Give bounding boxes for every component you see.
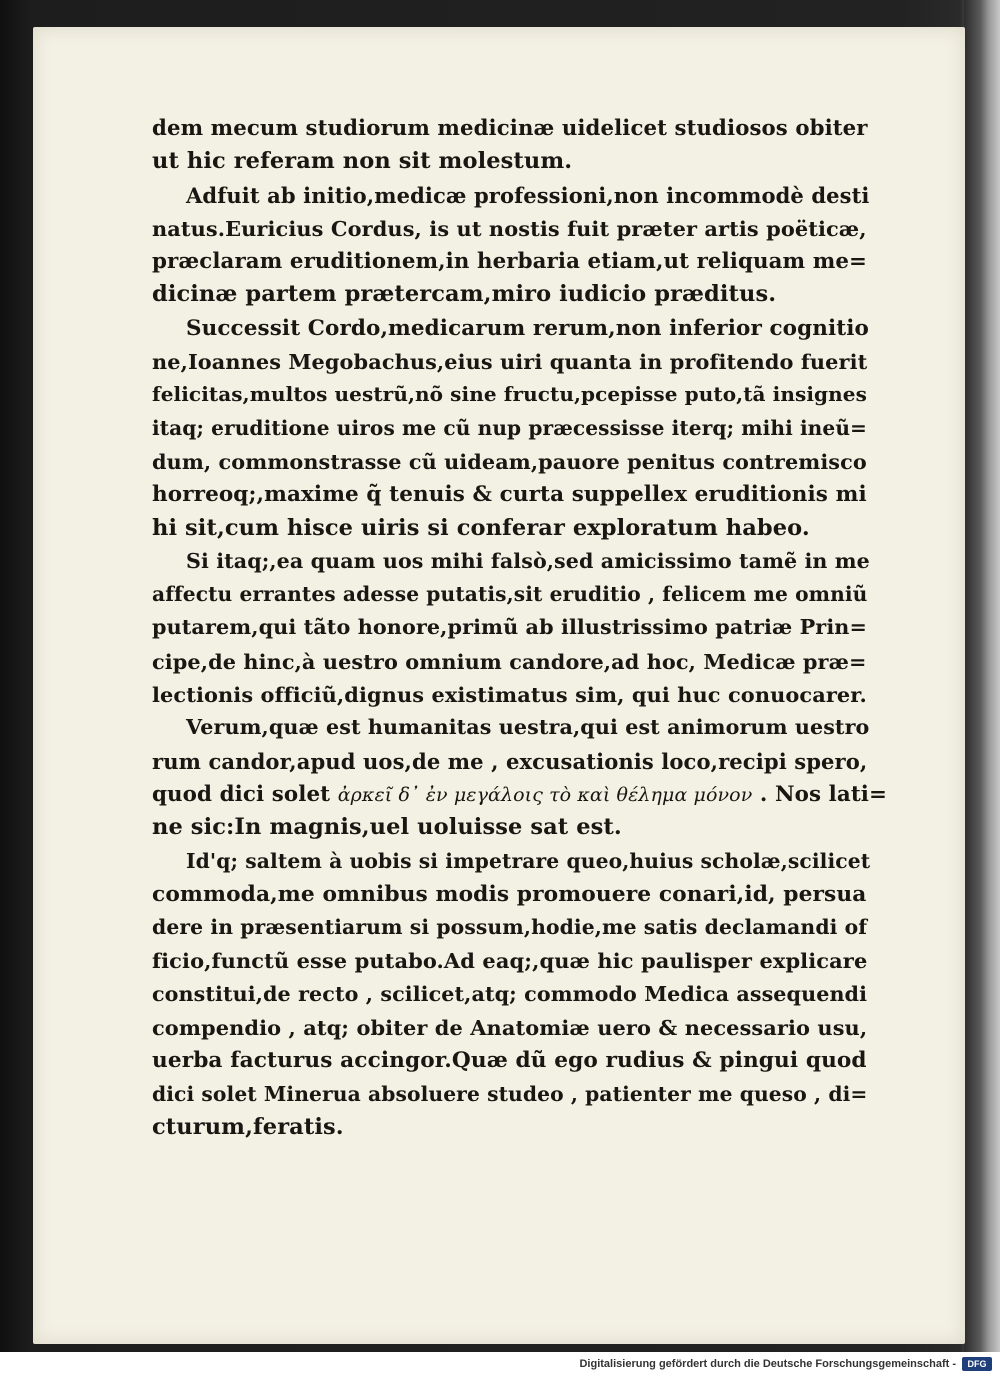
text-line-content: Successit Cordo,medicarum rerum,non inferior cognitio bbox=[186, 315, 869, 341]
text-line-content: commoda,me omnibus modis promouere conari,id, persua bbox=[152, 881, 867, 907]
text-line-content: Si itaq;,ea quam uos mihi falsò,sed amicissimo tamẽ in me bbox=[186, 548, 870, 573]
text-line bbox=[152, 878, 867, 911]
text-line bbox=[152, 1011, 868, 1044]
text-line bbox=[152, 212, 867, 245]
text-line-content: cipe,de hinc,à uestro omnium candore,ad hoc, Medicæ præ= bbox=[152, 648, 867, 674]
text-line bbox=[152, 911, 868, 944]
text-line-continuation: . Nos lati= bbox=[759, 781, 888, 807]
greek-quote: ἀρκεῖ δ᾽ ἐν μεγάλοις τὸ καὶ θέλημα μόνον bbox=[337, 783, 753, 806]
text-line-content: ficio,functũ esse putabo.Ad eaq;,quæ hic paulisper explicare bbox=[152, 948, 868, 974]
text-line-content: cturum,feratis. bbox=[152, 1113, 344, 1140]
text-line bbox=[152, 545, 870, 578]
text-line bbox=[152, 745, 868, 778]
text-line bbox=[152, 978, 868, 1011]
text-line-content: rum candor,apud uos,de me , excusationis loco,recipi spero, bbox=[152, 748, 868, 774]
text-line-content: ut hic referam non sit molestum. bbox=[152, 148, 573, 175]
text-line-content: ne,Ioannes Megobachus,eius uiri quanta in profitendo fuerit bbox=[152, 349, 868, 375]
text-line-content: hi sit,cum hisce uiris si conferar exploratum habeo. bbox=[152, 514, 810, 541]
text-line-content: Adfuit ab initio,medicæ professioni,non incommodè desti bbox=[186, 182, 870, 208]
text-line bbox=[152, 1044, 867, 1077]
text-line-content: præclaram eruditionem,in herbaria etiam,ut reliquam me= bbox=[152, 249, 868, 275]
text-line-content: uerba facturus accingor.Quæ dũ ego rudius & pingui quod bbox=[152, 1048, 867, 1074]
text-line bbox=[152, 578, 868, 611]
text-line bbox=[152, 179, 870, 212]
text-line-content: constitui,de recto , scilicet,atq; commodo Medica assequendi bbox=[152, 981, 868, 1006]
footer-credit: Digitalisierung gefördert durch die Deutsche Forschungsgemeinschaft - bbox=[579, 1358, 956, 1370]
text-line-content: felicitas,multos uestrũ,nõ sine fructu,pcepisse puto,tã insignes bbox=[152, 382, 867, 407]
text-line bbox=[152, 345, 868, 378]
text-line bbox=[152, 678, 867, 711]
text-line-content: itaq; eruditione uiros me cũ nup præcessisse iterq; mihi ineũ= bbox=[152, 415, 868, 440]
text-line bbox=[152, 512, 862, 545]
text-line-content: dem mecum studiorum medicinæ uidelicet studiosos obiter bbox=[152, 116, 868, 141]
text-line bbox=[152, 478, 867, 511]
text-line bbox=[152, 378, 867, 411]
text-line bbox=[152, 811, 862, 844]
page-edge bbox=[964, 0, 1000, 1352]
text-line bbox=[152, 711, 870, 744]
page-text bbox=[152, 112, 888, 1144]
text-line-content: horreoq;,maxime q̃ tenuis & curta suppellex eruditionis mi bbox=[152, 482, 867, 508]
text-line bbox=[152, 445, 867, 478]
text-line-content: dici solet Minerua absoluere studeo , patienter me queso , di= bbox=[152, 1081, 868, 1106]
text-line-content: lectionis officiũ,dignus existimatus sim, qui huc conuocarer. bbox=[152, 682, 867, 708]
text-line-content: affectu errantes adesse putatis,sit eruditio , felicem me omniũ bbox=[152, 582, 868, 607]
text-line-content: ne sic:In magnis,uel uoluisse sat est. bbox=[152, 814, 622, 841]
text-line-content: compendio , atq; obiter de Anatomiæ uero & necessario usu, bbox=[152, 1015, 868, 1041]
text-line bbox=[152, 778, 888, 811]
text-line bbox=[152, 944, 868, 977]
text-line bbox=[152, 278, 862, 311]
text-line bbox=[152, 611, 867, 644]
text-line-content: Verum,quæ est humanitas uestra,qui est animorum uestro bbox=[186, 715, 870, 740]
text-line-content: dum, commonstrasse cũ uideam,pauore penitus contremisco bbox=[152, 448, 867, 474]
text-line-content: quod dici solet bbox=[152, 781, 331, 807]
text-line-content: dere in præsentiarum si possum,hodie,me satis declamandi of bbox=[152, 915, 868, 940]
text-line bbox=[152, 312, 869, 345]
footer-bar bbox=[0, 1352, 1000, 1377]
text-line bbox=[152, 412, 868, 445]
text-line-content: Id'q; saltem à uobis si impetrare queo,huius scholæ,scilicet bbox=[186, 848, 871, 873]
text-line bbox=[152, 645, 867, 678]
text-line-content: natus.Euricius Cordus, is ut nostis fuit præter artis poëticæ, bbox=[152, 215, 867, 241]
text-line bbox=[152, 1111, 862, 1144]
text-line bbox=[152, 1078, 868, 1111]
text-line bbox=[152, 245, 868, 278]
text-line bbox=[152, 845, 871, 878]
text-line-content: putarem,qui tãto honore,primũ ab illustrissimo patriæ Prin= bbox=[152, 615, 867, 640]
text-line bbox=[152, 112, 868, 145]
dfg-logo: DFG bbox=[962, 1357, 992, 1371]
text-line-content: dicinæ partem prætercam,miro iudicio præditus. bbox=[152, 281, 777, 308]
text-line bbox=[152, 145, 862, 178]
